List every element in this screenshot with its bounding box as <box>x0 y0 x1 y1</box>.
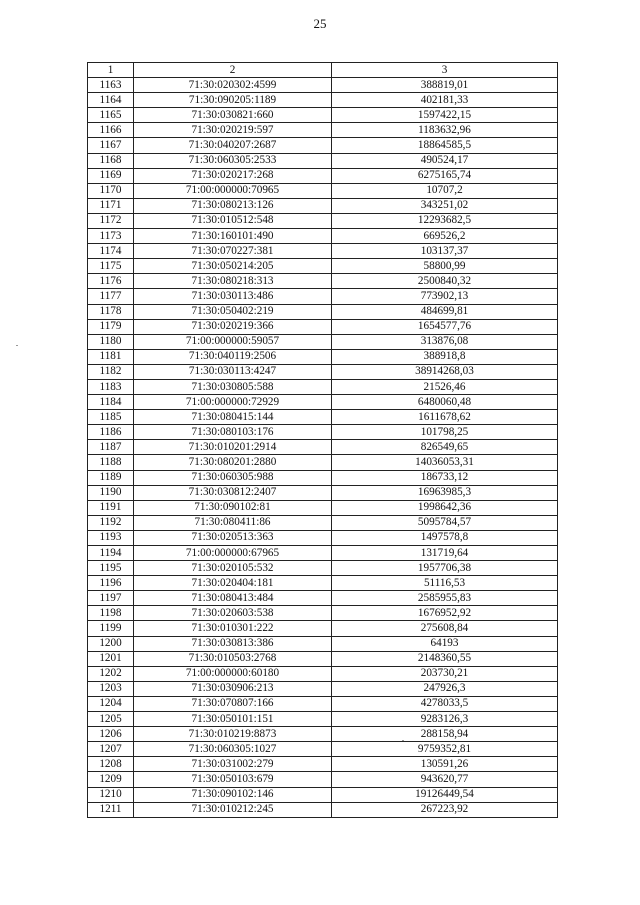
cadastral-number-cell: 71:30:020105:532 <box>134 561 332 576</box>
cadastral-number-cell: 71:30:080411:86 <box>134 515 332 530</box>
cadastral-number-cell: 71:30:010503:2768 <box>134 651 332 666</box>
cadastral-value-cell: 1183632,96 <box>332 123 558 138</box>
cadastral-number-cell: 71:30:010301:222 <box>134 621 332 636</box>
row-number-cell: 1172 <box>88 213 134 228</box>
table-row <box>88 289 558 304</box>
row-number-cell: 1167 <box>88 138 134 153</box>
row-number-cell: 1191 <box>88 500 134 515</box>
table-row <box>88 425 558 440</box>
cadastral-value-cell: 103137,37 <box>332 244 558 259</box>
row-number-cell: 1184 <box>88 395 134 410</box>
cadastral-value-cell: 2148360,55 <box>332 651 558 666</box>
cadastral-number-cell: 71:30:030113:486 <box>134 289 332 304</box>
row-number-cell: 1210 <box>88 787 134 802</box>
table-row <box>88 666 558 681</box>
row-number-cell: 1198 <box>88 606 134 621</box>
cadastral-number-cell: 71:30:020217:268 <box>134 168 332 183</box>
cadastral-number-cell: 71:00:000000:59057 <box>134 334 332 349</box>
table-row <box>88 757 558 772</box>
row-number-cell: 1182 <box>88 364 134 379</box>
row-number-cell: 1171 <box>88 198 134 213</box>
row-number-cell: 1209 <box>88 772 134 787</box>
cadastral-value-cell: 19126449,54 <box>332 787 558 802</box>
cadastral-number-cell: 71:30:050103:679 <box>134 772 332 787</box>
cadastral-value-cell: 267223,92 <box>332 802 558 817</box>
cadastral-number-cell: 71:30:020513:363 <box>134 530 332 545</box>
row-number-cell: 1178 <box>88 304 134 319</box>
row-number-cell: 1195 <box>88 561 134 576</box>
cadastral-value-cell: 313876,08 <box>332 334 558 349</box>
cadastral-value-cell: 10707,2 <box>332 183 558 198</box>
table-row <box>88 410 558 425</box>
row-number-cell: 1173 <box>88 229 134 244</box>
cadastral-number-cell: 71:30:030821:660 <box>134 108 332 123</box>
cadastral-value-cell: 402181,33 <box>332 93 558 108</box>
cadastral-value-cell: 275608,84 <box>332 621 558 636</box>
table-row <box>88 274 558 289</box>
table-row <box>88 561 558 576</box>
cadastral-value-cell: 6480060,48 <box>332 395 558 410</box>
table-row <box>88 772 558 787</box>
table-row <box>88 606 558 621</box>
cadastral-value-cell: 5095784,57 <box>332 515 558 530</box>
row-number-cell: 1183 <box>88 379 134 394</box>
row-number-cell: 1205 <box>88 712 134 727</box>
table-row <box>88 591 558 606</box>
cadastral-number-cell: 71:30:050101:151 <box>134 712 332 727</box>
row-number-cell: 1207 <box>88 742 134 757</box>
cadastral-number-cell: 71:30:020302:4599 <box>134 78 332 93</box>
row-number-cell: 1194 <box>88 546 134 561</box>
cadastral-number-cell: 71:00:000000:60180 <box>134 666 332 681</box>
row-number-cell: 1197 <box>88 591 134 606</box>
cadastral-value-cell: 9759352,81 <box>332 742 558 757</box>
row-number-cell: 1192 <box>88 515 134 530</box>
cadastral-value-cell: 21526,46 <box>332 379 558 394</box>
table-row <box>88 787 558 802</box>
cadastral-value-cell: 484699,81 <box>332 304 558 319</box>
cadastral-number-cell: 71:30:031002:279 <box>134 757 332 772</box>
cadastral-value-cell: 64193 <box>332 636 558 651</box>
table-row <box>88 681 558 696</box>
cadastral-value-cell: 101798,25 <box>332 425 558 440</box>
row-number-cell: 1164 <box>88 93 134 108</box>
table-row <box>88 364 558 379</box>
table-row <box>88 78 558 93</box>
cadastral-number-cell: 71:00:000000:67965 <box>134 546 332 561</box>
row-number-cell: 1204 <box>88 696 134 711</box>
row-number-cell: 1169 <box>88 168 134 183</box>
table-row <box>88 712 558 727</box>
cadastral-number-cell: 71:30:090205:1189 <box>134 93 332 108</box>
cadastral-value-cell: 2500840,32 <box>332 274 558 289</box>
cadastral-value-cell: 16963985,3 <box>332 485 558 500</box>
table-row <box>88 319 558 334</box>
cadastral-value-cell: 490524,17 <box>332 153 558 168</box>
column-header-1: 1 <box>88 63 134 78</box>
cadastral-number-cell: 71:30:030805:588 <box>134 379 332 394</box>
cadastral-number-cell: 71:30:040207:2687 <box>134 138 332 153</box>
table-row <box>88 168 558 183</box>
row-number-cell: 1165 <box>88 108 134 123</box>
cadastral-number-cell: 71:30:060305:1027 <box>134 742 332 757</box>
cadastral-value-cell: 1611678,62 <box>332 410 558 425</box>
cadastral-number-cell: 71:30:070227:381 <box>134 244 332 259</box>
table-row <box>88 485 558 500</box>
cadastral-value-table <box>87 62 558 818</box>
table-row <box>88 802 558 817</box>
cadastral-value-cell: 38914268,03 <box>332 364 558 379</box>
scan-speck <box>16 345 18 346</box>
table-row <box>88 696 558 711</box>
column-header-2: 2 <box>134 63 332 78</box>
table-row <box>88 515 558 530</box>
cadastral-number-cell: 71:30:020404:181 <box>134 576 332 591</box>
cadastral-value-cell: 288158,94 <box>332 727 558 742</box>
table-body <box>88 78 558 818</box>
table-row <box>88 395 558 410</box>
table-row <box>88 93 558 108</box>
cadastral-number-cell: 71:30:030113:4247 <box>134 364 332 379</box>
row-number-cell: 1175 <box>88 259 134 274</box>
cadastral-number-cell: 71:30:080413:484 <box>134 591 332 606</box>
cadastral-value-cell: 388819,01 <box>332 78 558 93</box>
cadastral-number-cell: 71:30:010201:2914 <box>134 440 332 455</box>
cadastral-number-cell: 71:30:080103:176 <box>134 425 332 440</box>
row-number-cell: 1208 <box>88 757 134 772</box>
table-row <box>88 153 558 168</box>
cadastral-number-cell: 71:30:030813:386 <box>134 636 332 651</box>
cadastral-value-cell: 203730,21 <box>332 666 558 681</box>
page-number: 25 <box>313 16 327 31</box>
cadastral-number-cell: 71:30:160101:490 <box>134 229 332 244</box>
table-row <box>88 379 558 394</box>
cadastral-value-cell: 1998642,36 <box>332 500 558 515</box>
table-row <box>88 440 558 455</box>
row-number-cell: 1196 <box>88 576 134 591</box>
cadastral-number-cell: 71:30:020219:597 <box>134 123 332 138</box>
cadastral-number-cell: 71:30:090102:81 <box>134 500 332 515</box>
cadastral-number-cell: 71:30:010212:245 <box>134 802 332 817</box>
document-table-container <box>87 62 557 818</box>
cadastral-number-cell: 71:30:080218:313 <box>134 274 332 289</box>
row-number-cell: 1188 <box>88 455 134 470</box>
row-number-cell: 1166 <box>88 123 134 138</box>
table-row <box>88 621 558 636</box>
cadastral-number-cell: 71:30:080415:144 <box>134 410 332 425</box>
cadastral-number-cell: 71:30:070807:166 <box>134 696 332 711</box>
row-number-cell: 1206 <box>88 727 134 742</box>
cadastral-value-cell: 247926,3 <box>332 681 558 696</box>
cadastral-value-cell: 1654577,76 <box>332 319 558 334</box>
row-number-cell: 1179 <box>88 319 134 334</box>
cadastral-number-cell: 71:30:030906:213 <box>134 681 332 696</box>
cadastral-number-cell: 71:30:050214:205 <box>134 259 332 274</box>
cadastral-value-cell: 669526,2 <box>332 229 558 244</box>
row-number-cell: 1203 <box>88 681 134 696</box>
row-number-cell: 1180 <box>88 334 134 349</box>
row-number-cell: 1193 <box>88 530 134 545</box>
row-number-cell: 1177 <box>88 289 134 304</box>
cadastral-value-cell: 58800,99 <box>332 259 558 274</box>
table-row <box>88 123 558 138</box>
table-row <box>88 108 558 123</box>
table-row <box>88 546 558 561</box>
table-row <box>88 138 558 153</box>
cadastral-value-cell: 6275165,74 <box>332 168 558 183</box>
cadastral-value-cell: 1597422,15 <box>332 108 558 123</box>
cadastral-number-cell: 71:30:080213:126 <box>134 198 332 213</box>
cadastral-value-cell: 343251,02 <box>332 198 558 213</box>
table-row <box>88 183 558 198</box>
table-header-row <box>88 63 558 78</box>
cadastral-number-cell: 71:30:010512:548 <box>134 213 332 228</box>
cadastral-number-cell: 71:00:000000:70965 <box>134 183 332 198</box>
cadastral-value-cell: 51116,53 <box>332 576 558 591</box>
cadastral-value-cell: 18864585,5 <box>332 138 558 153</box>
table-row <box>88 470 558 485</box>
row-number-cell: 1201 <box>88 651 134 666</box>
cadastral-value-cell: 12293682,5 <box>332 213 558 228</box>
table-row <box>88 213 558 228</box>
cadastral-value-cell: 1676952,92 <box>332 606 558 621</box>
cadastral-number-cell: 71:30:040119:2506 <box>134 349 332 364</box>
cadastral-number-cell: 71:30:030812:2407 <box>134 485 332 500</box>
table-row <box>88 198 558 213</box>
cadastral-value-cell: 388918,8 <box>332 349 558 364</box>
table-row <box>88 334 558 349</box>
cadastral-number-cell: 71:30:080201:2880 <box>134 455 332 470</box>
cadastral-value-cell: 2585955,83 <box>332 591 558 606</box>
row-number-cell: 1199 <box>88 621 134 636</box>
column-header-3: 3 <box>332 63 558 78</box>
table-row <box>88 304 558 319</box>
cadastral-value-cell: 14036053,31 <box>332 455 558 470</box>
table-row <box>88 576 558 591</box>
table-row <box>88 455 558 470</box>
row-number-cell: 1168 <box>88 153 134 168</box>
table-row <box>88 636 558 651</box>
cadastral-value-cell: 4278033,5 <box>332 696 558 711</box>
row-number-cell: 1176 <box>88 274 134 289</box>
cadastral-value-cell: 943620,77 <box>332 772 558 787</box>
cadastral-value-cell: 130591,26 <box>332 757 558 772</box>
cadastral-number-cell: 71:30:020603:538 <box>134 606 332 621</box>
row-number-cell: 1187 <box>88 440 134 455</box>
table-row <box>88 530 558 545</box>
cadastral-number-cell: 71:00:000000:72929 <box>134 395 332 410</box>
cadastral-number-cell: 71:30:060305:2533 <box>134 153 332 168</box>
cadastral-value-cell: 186733,12 <box>332 470 558 485</box>
row-number-cell: 1163 <box>88 78 134 93</box>
cadastral-value-cell: 1957706,38 <box>332 561 558 576</box>
row-number-cell: 1174 <box>88 244 134 259</box>
row-number-cell: 1185 <box>88 410 134 425</box>
cadastral-number-cell: 71:30:090102:146 <box>134 787 332 802</box>
cadastral-number-cell: 71:30:020219:366 <box>134 319 332 334</box>
row-number-cell: 1181 <box>88 349 134 364</box>
table-row <box>88 500 558 515</box>
row-number-cell: 1189 <box>88 470 134 485</box>
row-number-cell: 1202 <box>88 666 134 681</box>
table-row <box>88 651 558 666</box>
table-row <box>88 349 558 364</box>
cadastral-value-cell: 826549,65 <box>332 440 558 455</box>
cadastral-number-cell: 71:30:010219:8873 <box>134 727 332 742</box>
table-row <box>88 742 558 757</box>
cadastral-number-cell: 71:30:050402:219 <box>134 304 332 319</box>
row-number-cell: 1200 <box>88 636 134 651</box>
cadastral-number-cell: 71:30:060305:988 <box>134 470 332 485</box>
cadastral-value-cell: 9283126,3 <box>332 712 558 727</box>
row-number-cell: 1211 <box>88 802 134 817</box>
row-number-cell: 1190 <box>88 485 134 500</box>
row-number-cell: 1170 <box>88 183 134 198</box>
cadastral-value-cell: 1497578,8 <box>332 530 558 545</box>
row-number-cell: 1186 <box>88 425 134 440</box>
cadastral-value-cell: 773902,13 <box>332 289 558 304</box>
table-row <box>88 229 558 244</box>
table-row <box>88 727 558 742</box>
cadastral-value-cell: 131719,64 <box>332 546 558 561</box>
table-row <box>88 259 558 274</box>
table-row <box>88 244 558 259</box>
